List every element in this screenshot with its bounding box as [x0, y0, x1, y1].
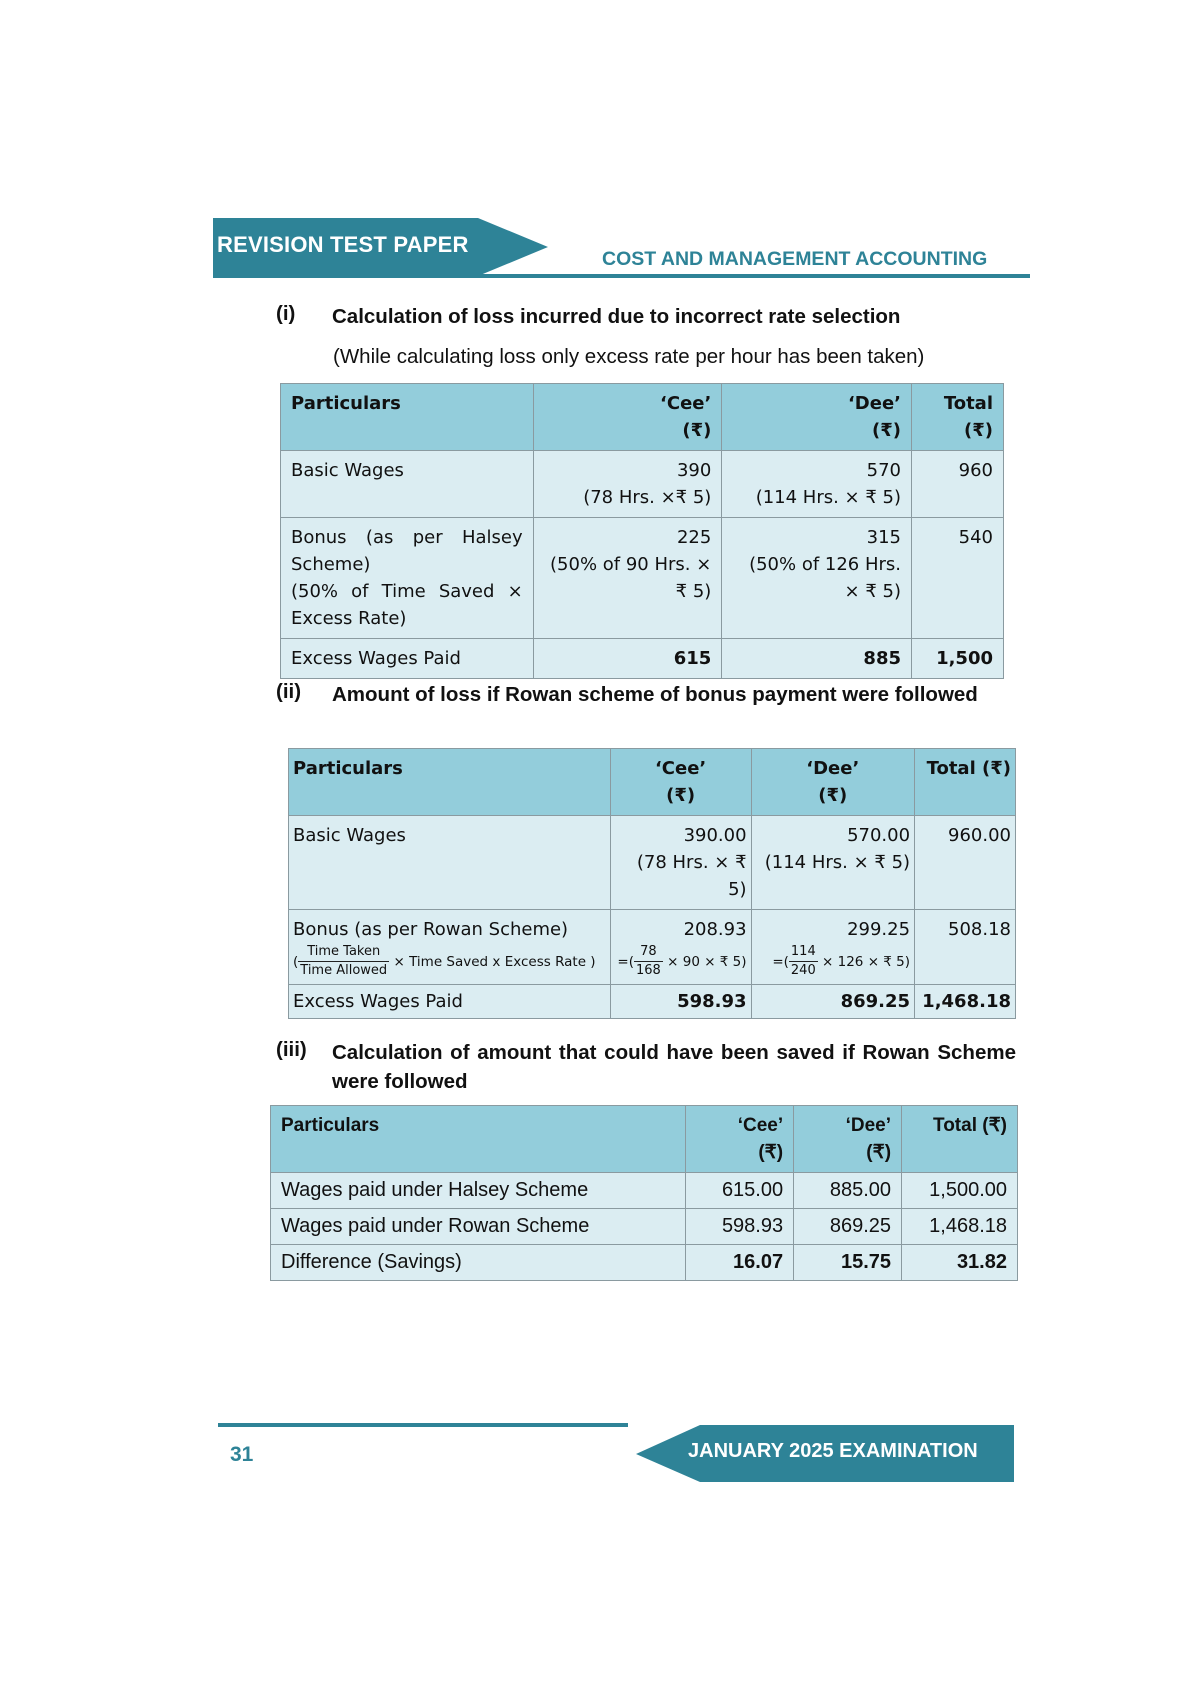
cee-formula: =( $\frac{78}{168}$ × 90 × ₹ 5)	[617, 944, 747, 978]
row-label: Basic Wages	[289, 816, 611, 910]
page-number: 31	[230, 1443, 254, 1466]
table-row	[289, 985, 1016, 1019]
cee-cell: 598.93	[610, 985, 751, 1019]
section-3-title: Calculation of amount that could have been saved if Rowan Scheme were followed	[332, 1041, 1016, 1093]
dee-cell: 885.00	[794, 1173, 902, 1209]
table-row	[271, 1245, 1018, 1281]
dee-cell: 299.25 =( $\frac{114}{240}$ × 126 × ₹ 5)	[751, 910, 915, 985]
subject-title: COST AND MANAGEMENT ACCOUNTING	[602, 248, 988, 270]
header-particulars: Particulars	[281, 384, 534, 451]
paper-title: REVISION TEST PAPER	[217, 232, 469, 257]
header-rule	[213, 274, 1030, 278]
table-row	[281, 451, 1004, 518]
cee-cell: 208.93 =( $\frac{78}{168}$ × 90 × ₹ 5)	[610, 910, 751, 985]
section-1-number: (i)	[276, 302, 296, 325]
cee-cell: 390 (78 Hrs. ×₹ 5)	[533, 451, 722, 518]
cee-cell: 615.00	[686, 1173, 794, 1209]
fraction: $\frac{114}{240}$	[790, 944, 816, 978]
total-cell: 1,500	[912, 639, 1004, 679]
header-particulars: Particulars	[271, 1106, 686, 1173]
fraction: $\frac{\text{Time Taken}}{\text{Time Allowed}}$	[300, 944, 388, 978]
header-total: Total (₹)	[912, 384, 1004, 451]
total-cell: 960.00	[915, 816, 1016, 910]
header-total: Total (₹)	[915, 749, 1016, 816]
table-row	[281, 639, 1004, 679]
table-rowan-loss	[288, 748, 1016, 1019]
table-header-row	[281, 384, 1004, 451]
row-label: Wages paid under Halsey Scheme	[271, 1173, 686, 1209]
header-cee: ‘Cee’ (₹)	[610, 749, 751, 816]
row-label: Excess Wages Paid	[289, 985, 611, 1019]
table-savings	[270, 1105, 1018, 1281]
table-header-row	[289, 749, 1016, 816]
section-2-title: Amount of loss if Rowan scheme of bonus payment were followed	[332, 683, 978, 706]
total-cell: 540	[912, 518, 1004, 639]
table-row	[271, 1209, 1018, 1245]
header-dee: ‘Dee’ (₹)	[794, 1106, 902, 1173]
section-1-note: (While calculating loss only excess rate per hour has been taken)	[333, 345, 925, 368]
header-dee: ‘Dee’ (₹)	[751, 749, 915, 816]
cee-cell: 225 (50% of 90 Hrs. × ₹ 5)	[533, 518, 722, 639]
header-cee: ‘Cee’ (₹)	[686, 1106, 794, 1173]
total-cell: 1,500.00	[902, 1173, 1018, 1209]
table-row	[281, 518, 1004, 639]
table-row	[271, 1173, 1018, 1209]
table-row	[289, 910, 1016, 985]
header-total: Total (₹)	[902, 1106, 1018, 1173]
dee-cell: 869.25	[794, 1209, 902, 1245]
dee-cell: 15.75	[794, 1245, 902, 1281]
row-label: Difference (Savings)	[271, 1245, 686, 1281]
row-label: Bonus (as per Halsey Scheme) (50% of Time Saved × Excess Rate)	[281, 518, 534, 639]
fraction: $\frac{78}{168}$	[636, 944, 661, 978]
section-2-number: (ii)	[276, 680, 302, 703]
row-label: Basic Wages	[281, 451, 534, 518]
row-label: Excess Wages Paid	[281, 639, 534, 679]
dee-cell: 570.00 (114 Hrs. × ₹ 5)	[751, 816, 915, 910]
rowan-formula: ( $\frac{\text{Time Taken}}{\text{Time Allowed}}$ × Time Saved x Excess Rate )	[293, 944, 596, 978]
footer-rule	[218, 1423, 628, 1427]
section-3-number: (iii)	[276, 1038, 307, 1061]
total-cell: 31.82	[902, 1245, 1018, 1281]
cee-cell: 16.07	[686, 1245, 794, 1281]
cee-cell: 615	[533, 639, 722, 679]
cee-cell: 598.93	[686, 1209, 794, 1245]
section-1-title: Calculation of loss incurred due to incorrect rate selection	[332, 305, 901, 328]
exam-title: JANUARY 2025 EXAMINATION	[688, 1440, 978, 1462]
row-label: Wages paid under Rowan Scheme	[271, 1209, 686, 1245]
total-cell: 508.18	[915, 910, 1016, 985]
dee-formula: =( $\frac{114}{240}$ × 126 × ₹ 5)	[772, 944, 911, 978]
cee-cell: 390.00 (78 Hrs. × ₹ 5)	[610, 816, 751, 910]
header-cee: ‘Cee’ (₹)	[533, 384, 722, 451]
table-halsey-loss	[280, 383, 1004, 679]
dee-cell: 315 (50% of 126 Hrs. × ₹ 5)	[722, 518, 912, 639]
header-banner-arrow	[478, 218, 548, 276]
total-cell: 1,468.18	[902, 1209, 1018, 1245]
table-row	[289, 816, 1016, 910]
table-header-row	[271, 1106, 1018, 1173]
dee-cell: 885	[722, 639, 912, 679]
total-cell: 1,468.18	[915, 985, 1016, 1019]
header-dee: ‘Dee’ (₹)	[722, 384, 912, 451]
dee-cell: 570 (114 Hrs. × ₹ 5)	[722, 451, 912, 518]
dee-cell: 869.25	[751, 985, 915, 1019]
row-label: Bonus (as per Rowan Scheme) ( $\frac{\text{Time Taken}}{\text{Time Allowed}}$ × Time Saved x Excess Rate )	[289, 910, 611, 985]
header-particulars: Particulars	[289, 749, 611, 816]
total-cell: 960	[912, 451, 1004, 518]
